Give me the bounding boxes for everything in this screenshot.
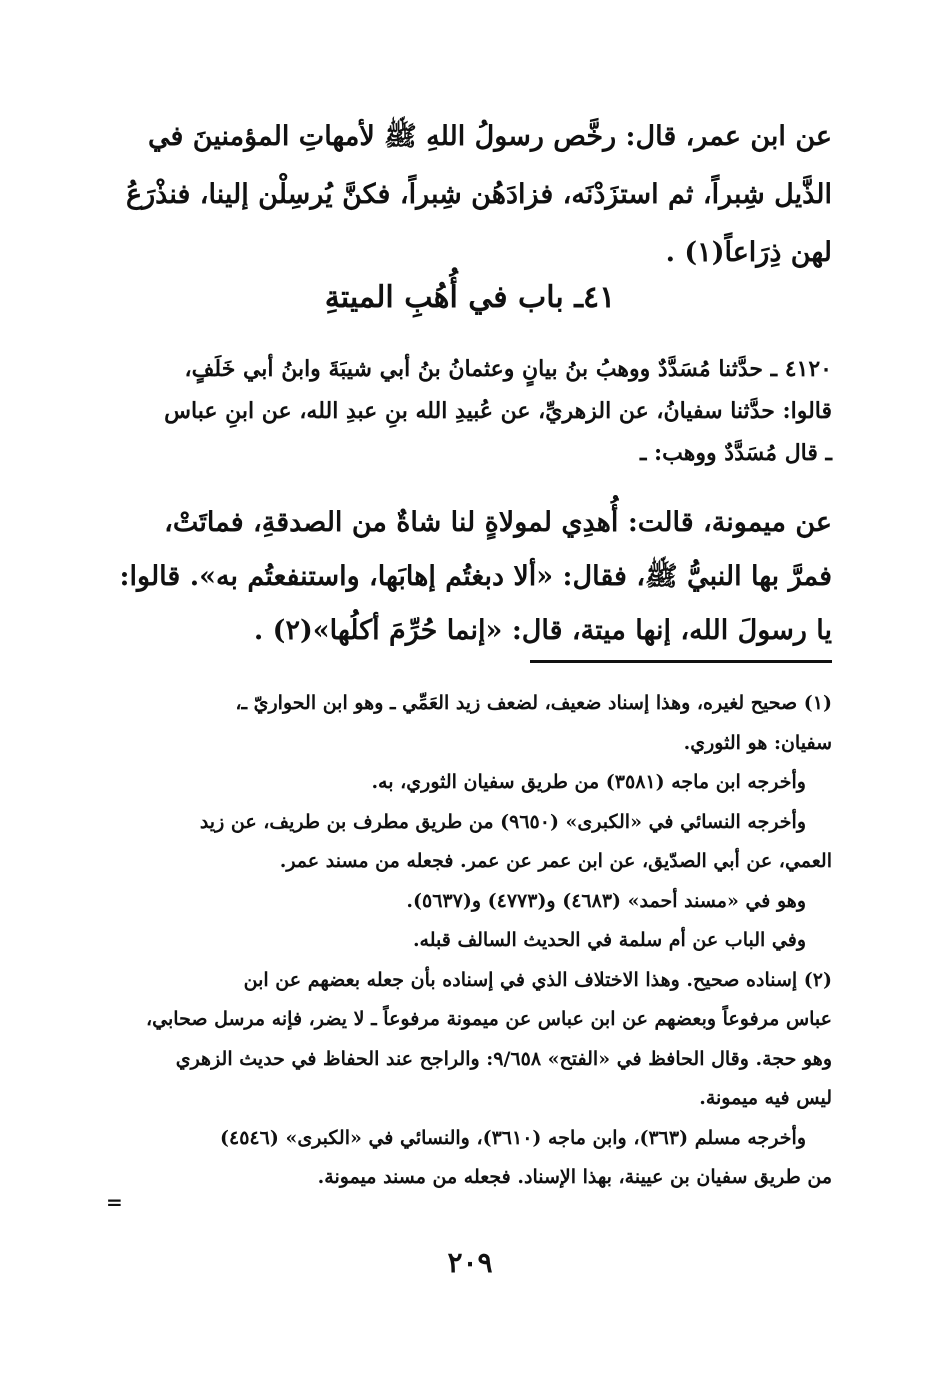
text-line: يا رسولَ الله، إنها ميتة، قال: «إنما حُرِّمَ أكلُها»(٢) .	[253, 615, 832, 646]
text-line: قالوا: حدَّثنا سفيانُ، عن الزهريِّ، عن عُبيدِ الله بنِ عبدِ الله، عن ابنِ عباس	[164, 398, 832, 424]
footnote-line: من طريق سفيان بن عيينة، بهذا الإسناد. فجعله من مسند ميمونة.	[317, 1166, 832, 1188]
footnote-line: وأخرجه النسائي في «الكبرى» (٩٦٥٠) من طريق مطرف بن طريف، عن زيد	[199, 810, 806, 833]
text-line: ٤١٢٠ ـ حدَّثنا مُسَدَّدٌ ووهبُ بنُ بيانٍ وعثمانُ بنُ أبي شيبَةَ وابنُ أبي خَلَفٍ،	[184, 356, 832, 382]
footnote-separator	[530, 660, 832, 663]
footnote-line: (٢) إسناده صحيح. وهذا الاختلاف الذي في إسناده بأن جعله بعضهم عن ابن	[243, 968, 832, 991]
footnote-line: (١) صحيح لغيره، وهذا إسناد ضعيف، لضعف زيد العَمِّي ـ وهو ابن الحواريّ ـ،	[235, 692, 832, 714]
text-line: الذَّيل شِبراً، ثم استزَدْنَه، فزادَهُن شِبراً، فكنَّ يُرسِلْن إلينا، فنذْرَعُ	[126, 179, 832, 210]
footnote-line: وهو حجة. وقال الحافظ في «الفتح» ٩/٦٥٨: والراجح عند الحفاظ في حديث الزهري	[175, 1047, 832, 1070]
text-line: عن ابن عمر، قال: رخَّص رسولُ اللهِ ﷺ لأمهاتِ المؤمنينَ في	[147, 121, 832, 152]
continuation-mark: =	[106, 1190, 123, 1214]
chapter-title: ٤١ـ باب في أُهُبِ الميتةِ	[324, 280, 616, 315]
footnote-line: سفيان: هو الثوري.	[683, 731, 832, 754]
footnote-line: عباس مرفوعاً وبعضهم عن ابن عباس عن ميمونة مرفوعاً ـ لا يضر، فإنه مرسل صحابي،	[146, 1008, 832, 1030]
page-number: ٢٠٩	[447, 1246, 493, 1279]
top-paragraph	[108, 108, 832, 282]
hadith-matn	[108, 496, 832, 658]
footnote-line: ليس فيه ميمونة.	[699, 1087, 832, 1109]
text-line: ـ قال مُسَدَّدٌ ووهب: ـ	[639, 440, 832, 466]
footnote-line: وهو في «مسند أحمد» (٤٦٨٣) و(٤٧٧٣) و(٥٦٣٧).	[406, 889, 806, 912]
footnote-line: وأخرجه ابن ماجه (٣٥٨١) من طريق سفيان الثوري، به.	[371, 771, 806, 793]
footnote-line: وفي الباب عن أم سلمة في الحديث السالف قبله.	[412, 929, 806, 951]
hadith-isnad	[108, 348, 832, 474]
footnote-line: العمي، عن أبي الصدّيق، عن ابن عمر عن عمر. فجعله من مسند عمر.	[279, 850, 832, 872]
text-line: لهن ذِرَاعاً(١) .	[665, 237, 832, 268]
footnotes	[108, 684, 832, 1198]
footnote-line: وأخرجه مسلم (٣٦٣)، وابن ماجه (٣٦١٠)، والنسائي في «الكبرى» (٤٥٤٦)	[220, 1126, 806, 1149]
text-line: عن ميمونة، قالت: أُهدِي لمولاةٍ لنا شاةٌ من الصدقةِ، فماتَتْ،	[164, 507, 832, 538]
text-line: فمرَّ بها النبيُّ ﷺ، فقال: «ألا دبغتُم إهابَها، واستنفعتُم به». قالوا:	[119, 561, 832, 592]
